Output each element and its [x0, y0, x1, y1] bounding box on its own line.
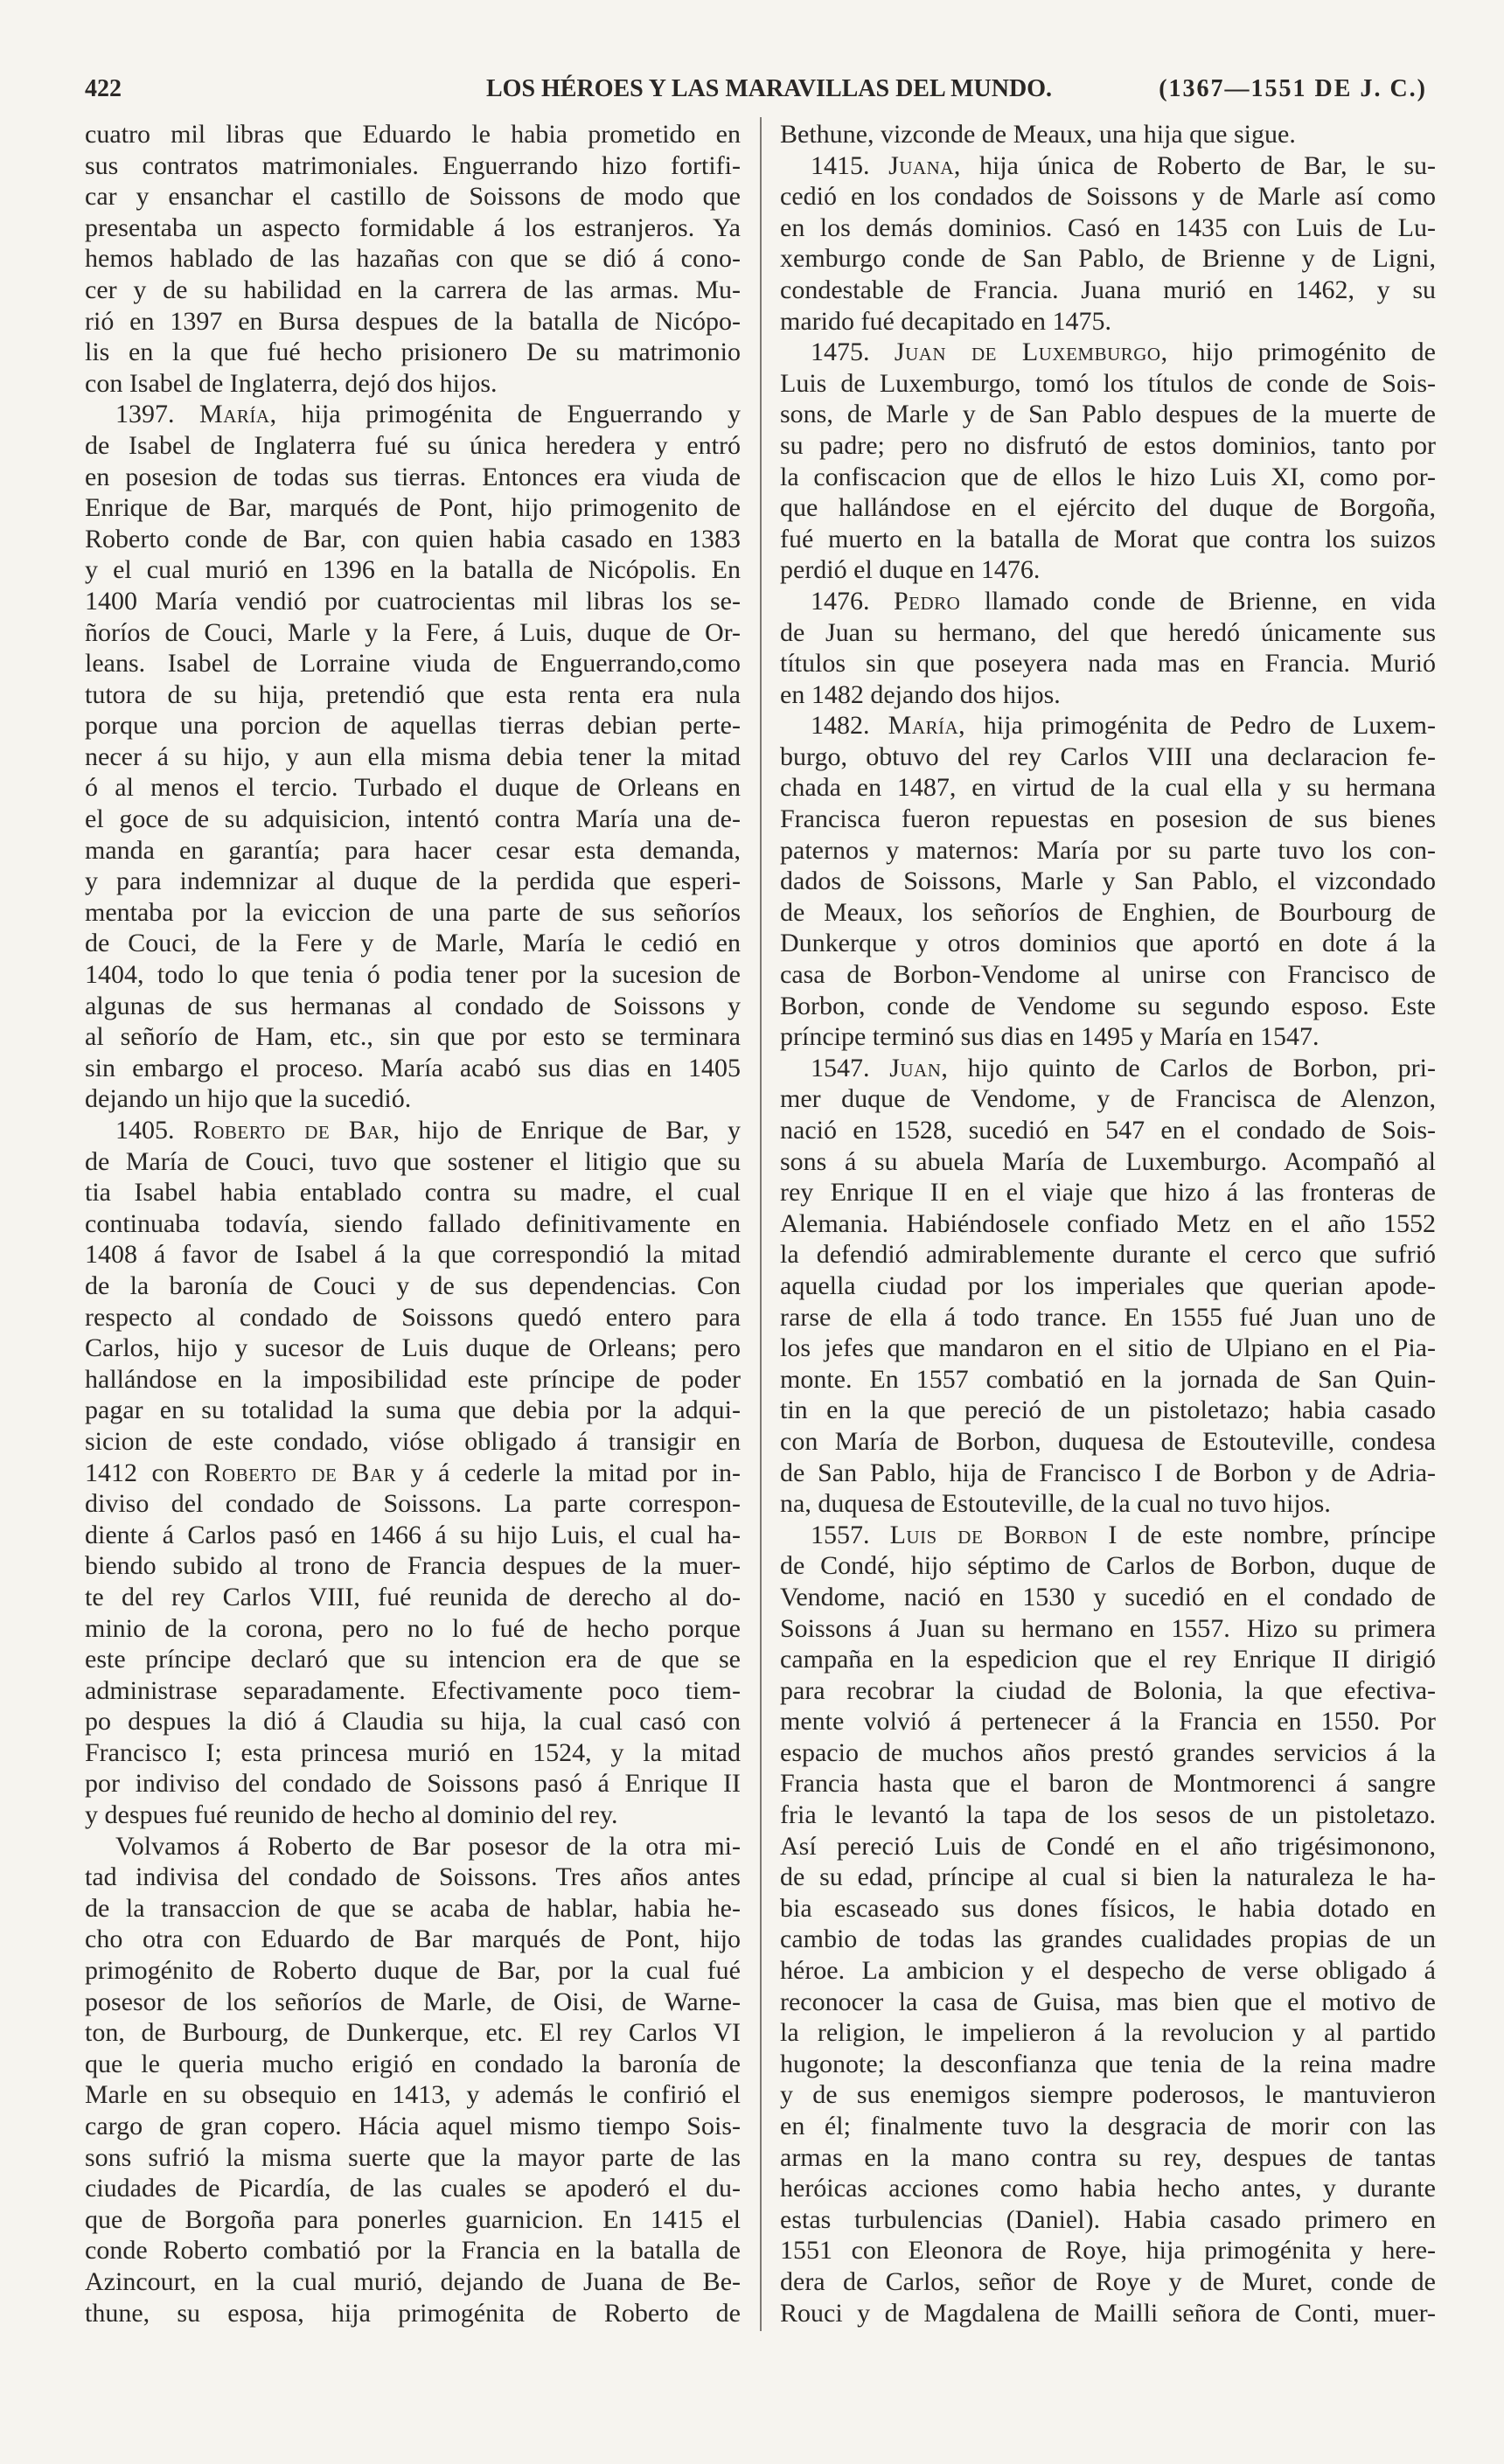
text-line: héroe. La ambicion y el despecho de verse obligado á [780, 1956, 1436, 1986]
text-line: administrase separadamente. Efectivamente poco tiem- [85, 1675, 741, 1705]
text-line: burgo, obtuvo del rey Carlos VIII una declaracion fe- [780, 741, 1436, 771]
text-line: condestable de Francia. Juana murió en 1462, y su [780, 275, 1436, 304]
text-line: que le queria mucho erigió en condado la baronía de [85, 2049, 741, 2078]
text-line: de Meaux, los señoríos de Enghien, de Bourbourg de [780, 897, 1436, 927]
text-line: Rouci y de Magdalena de Mailli señora de Conti, muer- [780, 2298, 1436, 2328]
text-line: de Isabel de Inglaterra fué su única heredera y entró [85, 430, 741, 460]
text-line: Francisco I; esta princesa murió en 1524, y la mitad [85, 1737, 741, 1767]
text-line: tia Isabel habia entablado contra su madre, el cual [85, 1178, 741, 1208]
text-segment: 1557. [811, 1520, 890, 1549]
text-segment: 1405. [115, 1116, 193, 1145]
text-line: Carlos, hijo y sucesor de Luis duque de Orleans; pero [85, 1333, 741, 1363]
text-line [780, 150, 1436, 182]
text-line: hemos hablado de las hazañas con que se dió á cono- [85, 244, 741, 274]
text-line: lis en la que fué hecho prisionero De su matrimonio [85, 338, 741, 367]
text-line: heróicas acciones como habia hecho antes, y durante [780, 2174, 1436, 2203]
text-line: sicion de este condado, vióse obligado á transigir en [85, 1426, 741, 1456]
paragraph [780, 119, 1436, 150]
text-line: car y ensanchar el castillo de Soissons de modo que [85, 182, 741, 212]
text-line [780, 586, 1436, 617]
text-line: mer duque de Vendome, y de Francisca de Alenzon, [780, 1084, 1436, 1114]
text-line: por indiviso del condado de Soissons pasó á Enrique II [85, 1769, 741, 1799]
text-line: porque una porcion de aquellas tierras debian perte- [85, 711, 741, 741]
small-caps-name: Roberto de Bar [204, 1458, 397, 1487]
text-line: reconocer la casa de Guisa, mas bien que el motivo de [780, 1987, 1436, 2016]
text-line: monte. En 1557 combatió en la jornada de San Quin- [780, 1364, 1436, 1394]
text-line: diente á Carlos pasó en 1466 á su hijo Luis, el cual ha- [85, 1520, 741, 1549]
text-line: cedió en los condados de Soissons y de Marle así como [780, 182, 1436, 212]
text-line: ó al menos el tercio. Turbado el duque de Orleans en [85, 773, 741, 803]
small-caps-name: Pedro [893, 586, 961, 616]
text-line: thune, su esposa, hija primogénita de Roberto de [85, 2298, 741, 2328]
text-line: Alemania. Habiéndosele confiado Metz en el año 1552 [780, 1208, 1436, 1238]
running-title: LOS HÉROES Y LAS MARAVILLAS DEL MUNDO. [486, 75, 1052, 102]
text-line: armas en la mano contra su rey, despues de tantas [780, 2142, 1436, 2172]
text-line [85, 1458, 741, 1489]
text-line: 1408 á favor de Isabel á la que correspondió la mitad [85, 1240, 741, 1270]
text-line: Vendome, nació en 1530 y sucedió en el condado de [780, 1582, 1436, 1611]
page-number: 422 [85, 75, 122, 102]
text-line: cer y de su habilidad en la carrera de las armas. Mu- [85, 275, 741, 304]
text-line: sons sufrió la misma suerte que la mayor parte de las [85, 2142, 741, 2172]
text-line: ñoríos de Couci, Marle y la Fere, á Luis, duque de Or- [85, 617, 741, 647]
text-line: Soissons á Juan su hermano en 1557. Hizo su primera [780, 1613, 1436, 1643]
text-segment: 1415. [811, 150, 889, 180]
text-line: de San Pablo, hija de Francisco I de Borbon y de Adria- [780, 1458, 1436, 1487]
text-line: Bethune, vizconde de Meaux, una hija que sigue. [780, 120, 1296, 149]
text-line: manda en garantía; para hacer cesar esta demanda, [85, 835, 741, 865]
text-line: de Juan su hermano, del que heredó únicamente sus [780, 617, 1436, 647]
text-segment: , hija primogénita de Pedro de Luxem- [958, 711, 1436, 741]
left-column [85, 119, 741, 2328]
right-column [780, 119, 1436, 2328]
text-line: estas turbulencias (Daniel). Habia casado primero en [780, 2204, 1436, 2234]
text-line: diviso del condado de Soissons. La parte correspon- [85, 1489, 741, 1519]
text-line: fué muerto en la batalla de Morat que contra los suizos [780, 524, 1436, 553]
text-line: cargo de gran copero. Hácia aquel mismo tiempo Sois- [85, 2112, 741, 2140]
text-line: Volvamos á Roberto de Bar posesor de la otra mi- [115, 1831, 741, 1861]
text-line: Francisca fueron repuestas en posesion de sus bienes [780, 804, 1436, 834]
text-line [780, 337, 1436, 368]
text-line: hugonote; la desconfianza que tenia de la reina madre [780, 2049, 1436, 2078]
text-line: chada en 1487, en virtud de la cual ella y su hermana [780, 773, 1436, 803]
text-line: y despues fué reunido de hecho al dominio del rey. [85, 1800, 618, 1830]
text-line: cho otra con Eduardo de Bar marqués de Pont, hijo [85, 1925, 741, 1954]
text-line: te del rey Carlos VIII, fué reunida de derecho al do- [85, 1582, 741, 1611]
text-line: posesor de los señoríos de Marle, de Oisi, de Warne- [85, 1987, 741, 2016]
text-line: xemburgo conde de San Pablo, de Brienne y de Ligni, [780, 244, 1436, 274]
text-line [85, 399, 741, 430]
paragraph [780, 337, 1436, 586]
text-line: sons, de Marle y de San Pablo despues de la muerte de [780, 400, 1436, 429]
text-line: pagar en su totalidad la suma que debia por la adqui- [85, 1396, 741, 1425]
text-line: sus contratos matrimoniales. Enguerrando hizo fortifi- [85, 150, 741, 180]
small-caps-name: María [199, 400, 270, 429]
paragraph [780, 1053, 1436, 1520]
text-line: Marle en su obsequio en 1413, y además le confirió el [85, 2080, 741, 2110]
text-line: dejando un hijo que la sucedió. [85, 1084, 412, 1114]
text-line: de Couci, de la Fere y de Marle, María le cedió en [85, 929, 741, 958]
text-line: campaña en la espedicion que el rey Enrique II dirigió [780, 1645, 1436, 1674]
text-line: mente volvió á pertenecer á la Francia en 1550. Por [780, 1707, 1436, 1737]
text-line: al señorío de Ham, etc., sin que por esto se terminara [85, 1022, 741, 1052]
text-line: respecto al condado de Soissons quedó entero para [85, 1302, 741, 1332]
text-line: primogénito de Roberto duque de Bar, por la cual fué [85, 1956, 741, 1986]
text-segment: 1547. [811, 1053, 890, 1082]
text-line: dados de Soissons, Marle y San Pablo, el vizcondado [780, 867, 1436, 896]
text-line: tutora de su hija, pretendió que esta renta era nula [85, 679, 741, 709]
small-caps-name: Juan [889, 1053, 942, 1082]
text-line: la religion, le impelieron á la revolucion y al partido [780, 2018, 1436, 2048]
text-line: Luis de Luxemburgo, tomó los títulos de conde de Sois- [780, 368, 1436, 398]
text-segment: 1482. [811, 711, 888, 741]
text-line [780, 1520, 1436, 1551]
text-line: minio de la corona, pero no lo fué de hecho porque [85, 1613, 741, 1643]
small-caps-name: Luis de Borbon [889, 1520, 1089, 1549]
text-line: aquella ciudad por los imperiales que querian apode- [780, 1270, 1436, 1300]
text-segment: 1476. [811, 586, 894, 616]
text-line: mentaba por la eviccion de una parte de sus señoríos [85, 897, 741, 927]
text-line: bia escaseado sus dones físicos, le habia dotado en [780, 1893, 1436, 1923]
text-line: Roberto conde de Bar, con quien habia casado en 1383 [85, 524, 741, 553]
text-line: su padre; pero no disfrutó de estos dominios, tanto por [780, 430, 1436, 460]
text-line: en los demás dominios. Casó en 1435 con Luis de Lu- [780, 212, 1436, 242]
text-line: Francia hasta que el baron de Montmorenci á sangre [780, 1769, 1436, 1799]
paragraph [780, 710, 1436, 1053]
text-line: este príncipe declaró que su intencion era de que se [85, 1645, 741, 1674]
text-line: perdió el duque en 1476. [780, 555, 1041, 585]
small-caps-name: Juana [888, 150, 954, 180]
text-line: cambio de todas las grandes cualidades propias de un [780, 1925, 1436, 1954]
text-line: en posesion de todas sus tierras. Entonces era viuda de [85, 462, 741, 491]
text-line: y el cual murió en 1396 en la batalla de Nicópolis. En [85, 555, 741, 585]
paragraph [85, 119, 741, 399]
text-line: marido fué decapitado en 1475. [780, 306, 1112, 336]
text-line: de la transaccion de que se acaba de hablar, habia he- [85, 1893, 741, 1923]
text-segment: , hijo de Enrique de Bar, y [393, 1116, 742, 1145]
column-divider [760, 117, 762, 2331]
text-segment: 1397. [115, 400, 200, 429]
text-line: Enrique de Bar, marqués de Pont, hijo primogenito de [85, 493, 741, 523]
text-line: en 1482 dejando dos hijos. [780, 679, 1061, 709]
text-line: nació en 1528, sucedió en 547 en el condado de Sois- [780, 1116, 1436, 1145]
text-line: la confiscacion que de ellos le hizo Luis XI, como por- [780, 462, 1436, 491]
text-line: algunas de sus hermanas al condado de Soissons y [85, 991, 741, 1020]
text-line: sin embargo el proceso. María acabó sus dias en 1405 [85, 1053, 741, 1082]
text-segment: 1412 con [85, 1458, 205, 1487]
text-line: para recobrar la ciudad de Bolonia, la que efectiva- [780, 1675, 1436, 1705]
text-segment: , hijo primogénito de [1160, 338, 1436, 367]
text-line [85, 1115, 741, 1146]
date-range: (1367—1551 DE J. C.) [1159, 75, 1427, 102]
paragraph [85, 399, 741, 1115]
text-line: con Isabel de Inglaterra, dejó dos hijos. [85, 368, 498, 398]
text-line: en él; finalmente tuvo la desgracia de morir con las [780, 2112, 1436, 2140]
paragraph [85, 1115, 741, 1831]
text-line: que de Borgoña para ponerles guarnicion. En 1415 el [85, 2204, 741, 2234]
text-segment: , hija primogénita de Enguerrando y [269, 400, 741, 429]
text-segment: llamado conde de Brienne, en vida [960, 586, 1437, 616]
text-line: continuaba todavía, siendo fallado definitivamente en [85, 1208, 741, 1238]
text-line: sons á su abuela María de Luxemburgo. Acompañó al [780, 1146, 1436, 1176]
small-caps-name: María [888, 711, 959, 741]
text-segment: y á cederle la mitad por in- [396, 1458, 741, 1487]
text-line: títulos sin que poseyera nada mas en Francia. Murió [780, 649, 1436, 679]
text-line: rió en 1397 en Bursa despues de la batalla de Nicópo- [85, 306, 741, 336]
text-line [780, 1053, 1436, 1084]
paragraph [85, 1831, 741, 2329]
text-line: 1400 María vendió por cuatrocientas mil libras los se- [85, 586, 741, 616]
text-line: conde Roberto combatió por la Francia en la batalla de [85, 2236, 741, 2266]
text-line: dera de Carlos, señor de Roye y de Muret, conde de [780, 2266, 1436, 2296]
text-line: tin en la que pereció de un pistoletazo; habia casado [780, 1396, 1436, 1425]
text-segment: , hija única de Roberto de Bar, le su- [953, 150, 1436, 180]
small-caps-name: Roberto de Bar [192, 1116, 393, 1145]
text-line: paternos y maternos: María por su parte tuvo los con- [780, 835, 1436, 865]
text-line: el goce de su adquisicion, intentó contra María una de- [85, 804, 741, 834]
text-line: que hallándose en el ejército del duque de Borgoña, [780, 493, 1436, 523]
text-line: necer á su hijo, y aun ella misma debia tener la mitad [85, 741, 741, 771]
text-line: rarse de ella á todo trance. En 1555 fué Juan uno de [780, 1302, 1436, 1332]
text-line: na, duquesa de Estouteville, de la cual no tuvo hijos. [780, 1489, 1331, 1519]
text-line: los jefes que mandaron en el sitio de Ulpiano en el Pia- [780, 1333, 1436, 1363]
text-segment: , hijo quinto de Carlos de Borbon, pri- [941, 1053, 1436, 1082]
text-line: hallándose en la imposibilidad este príncipe de poder [85, 1364, 741, 1394]
text-line [780, 710, 1436, 741]
paragraph [780, 150, 1436, 338]
text-line: rey Enrique II en el viaje que hizo á las fronteras de [780, 1178, 1436, 1208]
paragraph [780, 586, 1436, 710]
text-line: de Condé, hijo séptimo de Carlos de Borbon, duque de [780, 1551, 1436, 1581]
paragraph [780, 1520, 1436, 2328]
text-line: la defendió admirablemente durante el cerco que sufrió [780, 1240, 1436, 1270]
text-line: ton, de Burbourg, de Dunkerque, etc. El rey Carlos VI [85, 2018, 741, 2048]
text-line: 1551 con Eleonora de Roye, hija primogénita y here- [780, 2236, 1436, 2266]
text-line: ciudades de Picardía, de las cuales se apoderó el du- [85, 2174, 741, 2203]
text-segment: 1475. [811, 338, 895, 367]
text-line: espacio de muchos años prestó grandes servicios á la [780, 1737, 1436, 1767]
text-line: con María de Borbon, duquesa de Estouteville, condesa [780, 1426, 1436, 1456]
text-line: Azincourt, en la cual murió, dejando de Juana de Be- [85, 2266, 741, 2296]
text-line: fria le levantó la tapa de los sesos de un pistoletazo. [780, 1800, 1436, 1830]
small-caps-name: Juan de Luxemburgo [894, 338, 1161, 367]
text-line: 1404, todo lo que tenia ó podia tener por la sucesion de [85, 960, 741, 990]
text-line: presentaba un aspecto formidable á los estranjeros. Ya [85, 212, 741, 242]
text-line: tad indivisa del condado de Soissons. Tres años antes [85, 1862, 741, 1892]
text-line: de María de Couci, tuvo que sostener el litigio que su [85, 1146, 741, 1176]
text-line: de la baronía de Couci y de sus dependencias. Con [85, 1270, 741, 1300]
text-line: casa de Borbon-Vendome al unirse con Francisco de [780, 960, 1436, 990]
text-line: príncipe terminó sus dias en 1495 y María en 1547. [780, 1022, 1319, 1052]
text-line: Borbon, conde de Vendome su segundo esposo. Este [780, 991, 1436, 1020]
text-line: Dunkerque y otros dominios que aportó en dote á la [780, 929, 1436, 958]
text-line: cuatro mil libras que Eduardo le habia prometido en [85, 120, 741, 149]
text-line: po despues la dió á Claudia su hija, la cual casó con [85, 1707, 741, 1737]
text-line: de su edad, príncipe al cual si bien la naturaleza le ha- [780, 1862, 1436, 1892]
text-line: Así pereció Luis de Condé en el año trigésimonono, [780, 1831, 1436, 1861]
text-line: y de sus enemigos siempre poderosos, le mantuvieron [780, 2080, 1436, 2110]
text-line: y para indemnizar al duque de la perdida que esperi- [85, 867, 741, 896]
text-line: biendo subido al trono de Francia despues de la muer- [85, 1551, 741, 1581]
text-line: leans. Isabel de Lorraine viuda de Enguerrando,como [85, 649, 741, 679]
text-segment: I de este nombre, príncipe [1088, 1520, 1437, 1549]
